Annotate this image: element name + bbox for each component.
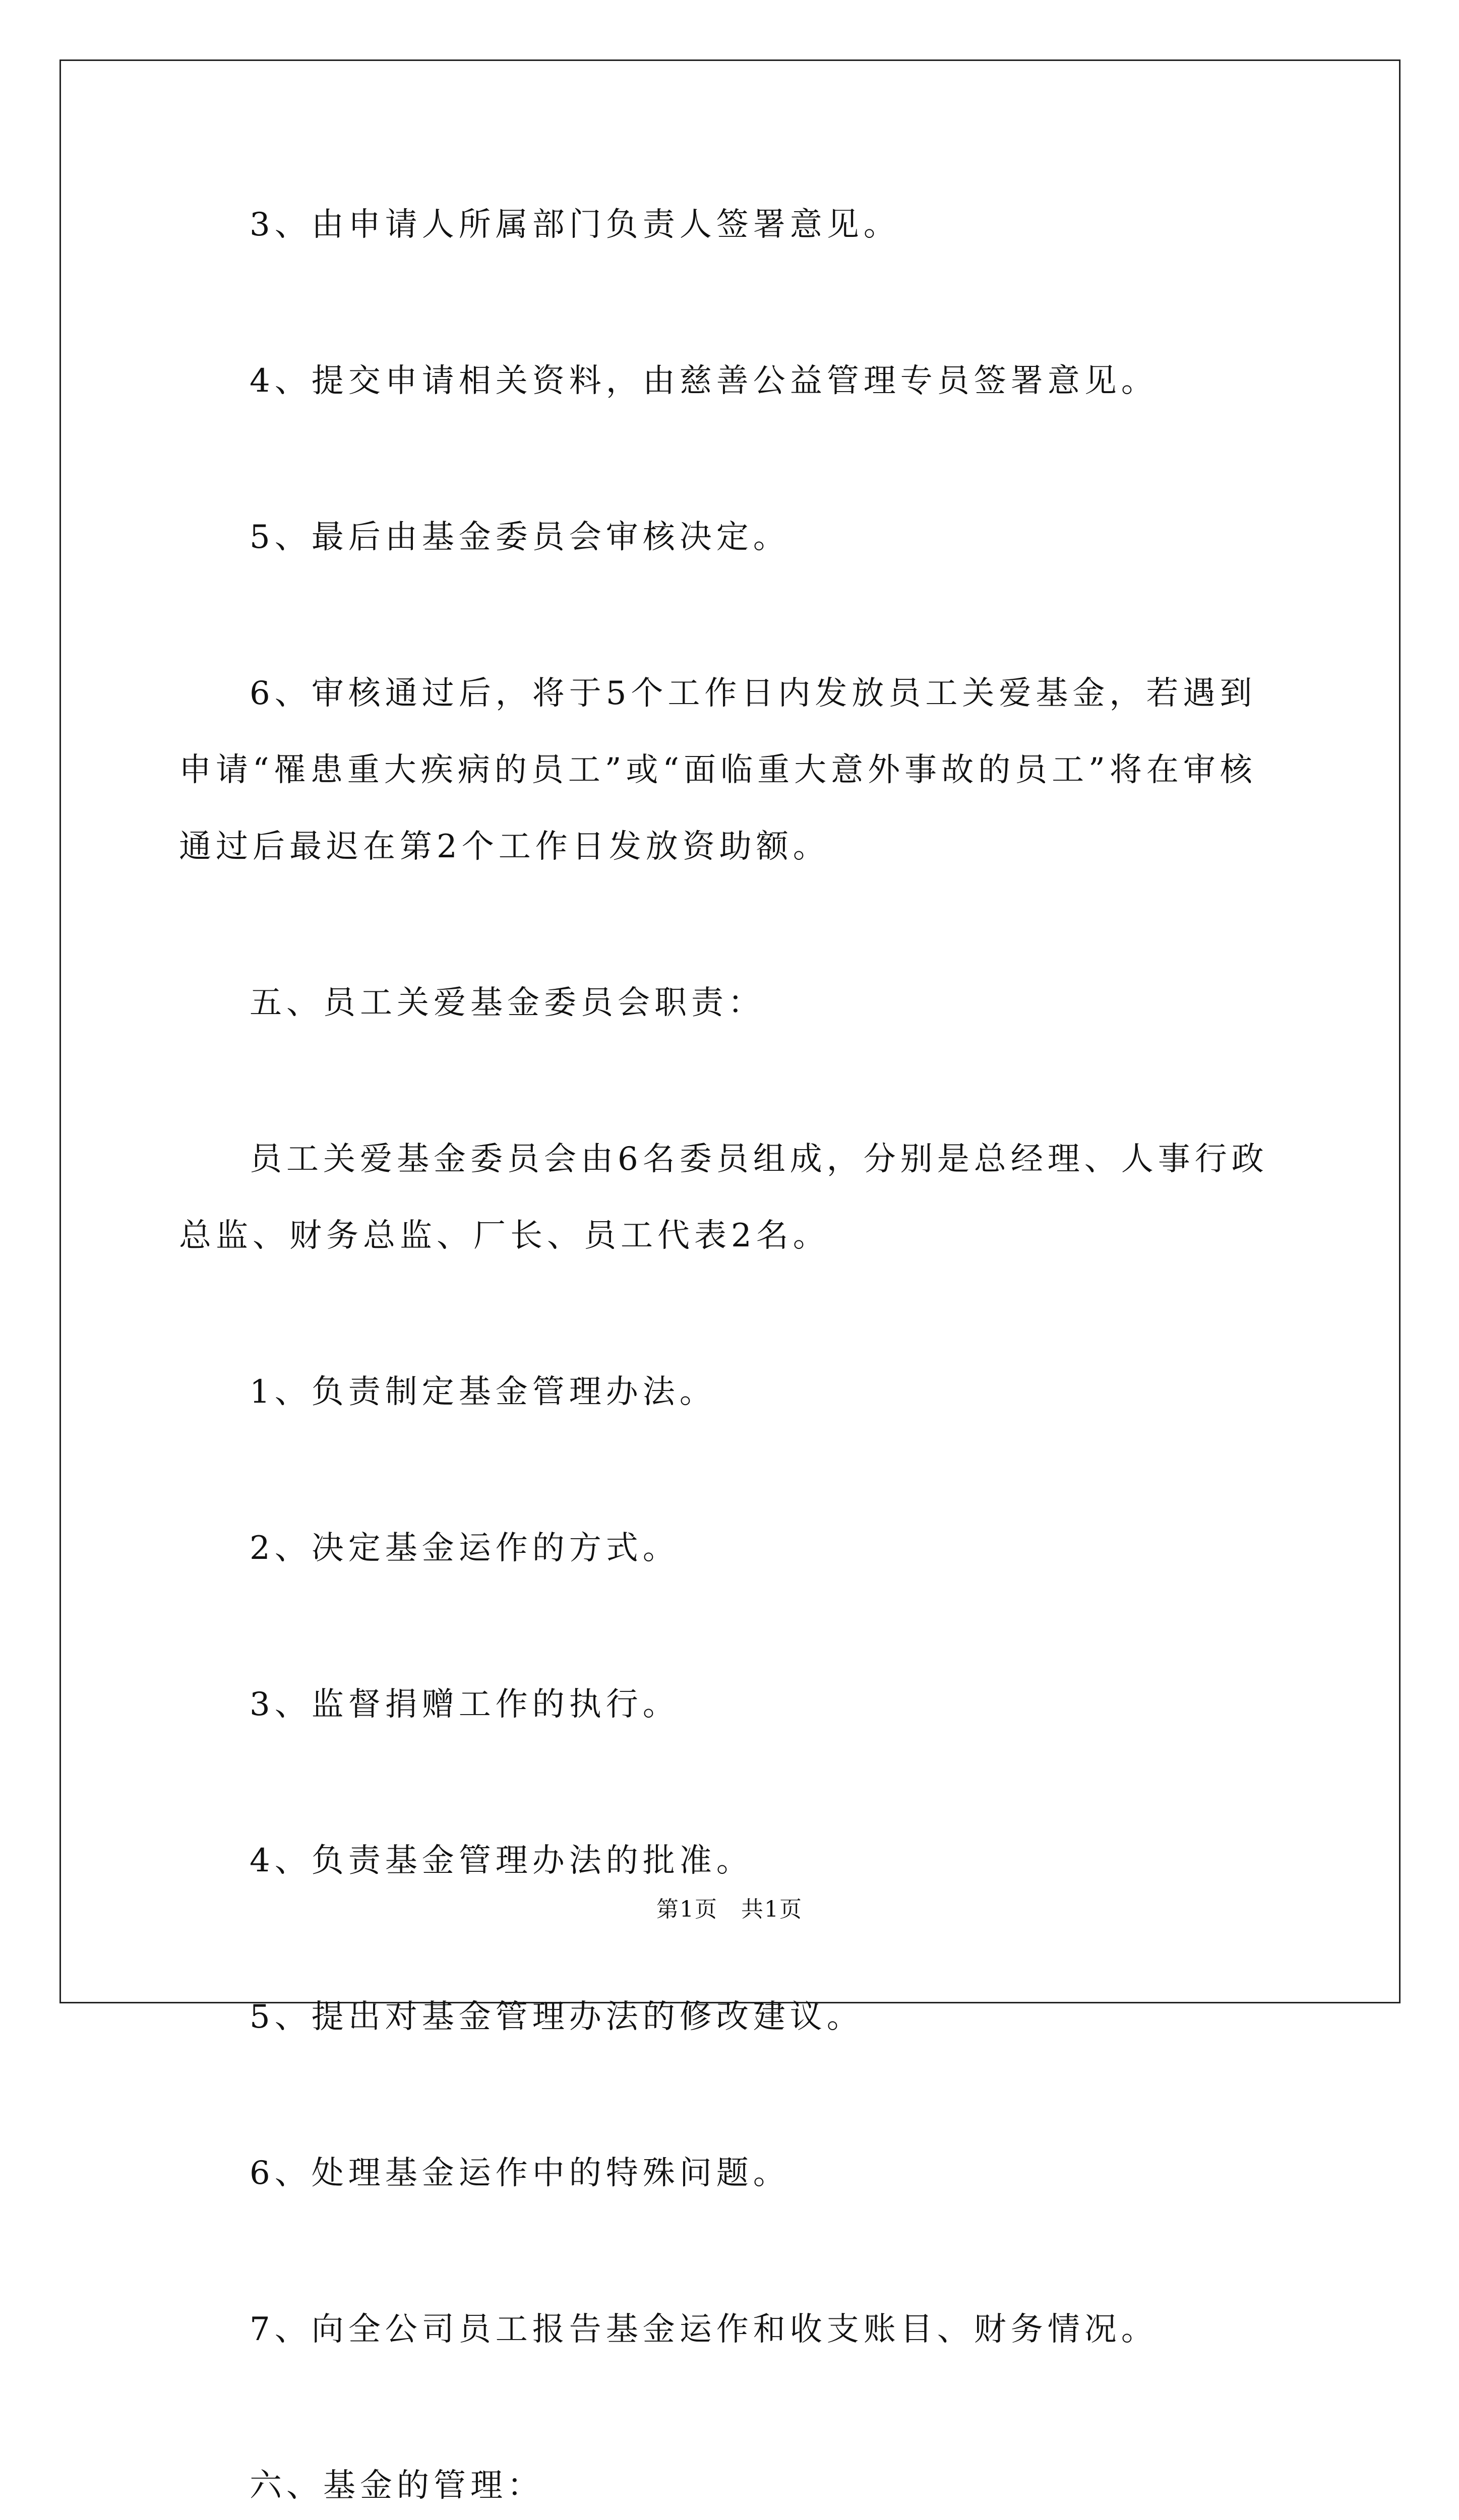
paragraph-item-3-sign: 3、由申请人所属部门负责人签署意见。 [250,206,900,243]
duty-item-6: 6、处理基金运作中的特殊问题。 [250,2155,790,2192]
duty-item-7: 7、向全公司员工报告基金运作和收支账目、财务情况。 [250,2311,1158,2348]
duty-item-2: 2、决定基金运作的方式。 [250,1530,680,1567]
duty-item-3: 3、监督捐赠工作的执行。 [250,1686,680,1723]
duty-item-5: 5、提出对基金管理办法的修改建议。 [250,1998,864,2036]
paragraph-item-5-review: 5、最后由基金委员会审核决定。 [250,519,790,556]
paragraph-committee-members: 员工关爱基金委员会由6名委员组成，分别是总经理、人事行政总监、财务总监、厂长、员工代表2名。 [179,1141,1268,1254]
section-heading-committee: 五、员工关爱基金委员会职责： [250,984,765,1022]
page-number-footer: 第1页 共1页 [656,1897,803,1922]
document-body [179,186,1283,2520]
duty-item-4: 4、负责基金管理办法的批准。 [250,1842,753,1879]
section-heading-management: 六、基金的管理： [250,2467,544,2504]
paragraph-item-6-payout: 6、审核通过后，将于5个工作日内发放员工关爱基金，若遇到申请“罹患重大疾病的员工”或“面临重大意外事故的员工”将在审核通过后最迟在第2个工作日发放资助额。 [179,675,1257,865]
duty-item-1: 1、负责制定基金管理办法。 [250,1373,716,1411]
paragraph-item-4-submit: 4、提交申请相关资料，由慈善公益管理专员签署意见。 [250,362,1158,400]
